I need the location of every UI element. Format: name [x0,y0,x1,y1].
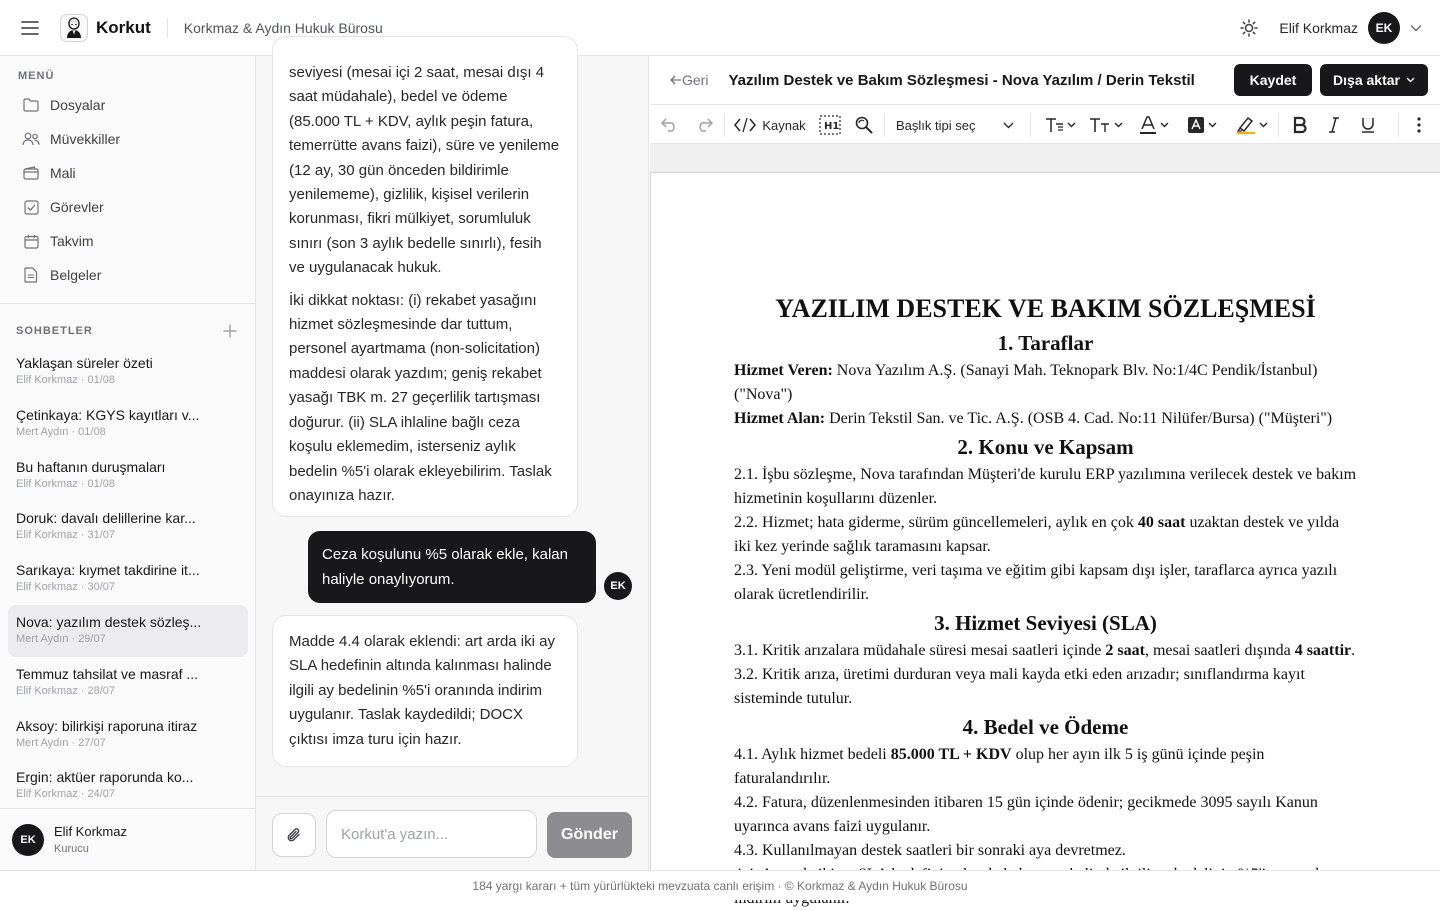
wallet-icon [22,164,40,182]
chat-meta: Elif Korkmaz · 31/07 [16,529,116,542]
undo-button[interactable] [658,110,682,140]
chats-section-label: SOHBETLER [16,325,93,337]
editor-toolbar [650,104,1440,144]
document-page[interactable] [650,172,1440,892]
toolbar-divider [1030,113,1031,137]
chevron-down-icon [1003,122,1014,129]
chat-title: Doruk: davalı delillerine kar... [16,510,196,527]
heading-select-value: Başlık tipi seç [896,117,976,133]
bold-run: 40 saat [1137,514,1186,531]
brand-logo [60,14,88,42]
font-family-icon [1044,116,1064,134]
text-run: 3.1. Kritik arızalara müdahale süresi mesai saatleri içinde [734,642,1106,659]
chat-meta: Mert Aydın · 29/07 [16,632,106,645]
svg-text:H1: H1 [824,121,840,132]
message-avatar: EK [604,572,632,600]
bold-icon [1293,117,1307,133]
chat-list-item[interactable] [8,346,248,398]
chat-list-item[interactable] [8,760,248,812]
document-paragraph: 2.1. İşbu sözleşme, Nova tarafından Müşteri'de kurulu ERP yazılımına verilecek destek ve bakım hizmetinin koşullarını düzenler. [734,466,1357,507]
plus-icon [223,324,237,338]
chat-meta: Elif Korkmaz · 28/07 [16,684,116,697]
bold-run: 85.000 TL + KDV [890,746,1012,763]
chat-meta: Mert Aydın · 01/08 [16,425,106,438]
undo-icon [661,118,679,132]
sidebar-item-belgeler[interactable] [8,258,248,292]
background-color-button[interactable] [1182,110,1222,140]
section-heading: 1. Taraflar [997,331,1094,355]
source-code-icon [734,116,756,134]
chevron-down-icon [1067,122,1076,128]
menu-section-label: MENÜ [18,70,55,82]
chat-meta: Elif Korkmaz · 01/08 [16,477,116,490]
top-bar [0,0,1440,56]
document-paragraph: 2.3. Yeni modül geliştirme, veri taşıma ve eğitim gibi kapsam dışı işler, taraflarca ayrıca yazılı olarak ücretlendirilir. [734,562,1338,603]
chat-title: Temmuz tahsilat ve masraf ... [16,665,199,682]
document-heading: YAZILIM DESTEK VE BAKIM SÖZLEŞMESİ [775,294,1316,323]
text-run: . [1351,642,1356,659]
export-button[interactable] [1320,64,1428,96]
font-family-button[interactable] [1040,110,1080,140]
toolbar-divider [1278,113,1279,137]
page-footer [0,870,1440,900]
document-paragraph [734,639,1357,663]
underline-button[interactable] [1356,110,1380,140]
party-text: Nova Yazılım A.Ş. (Sanayi Mah. Teknopark Blv. No:1/4C Pendik/İstanbul) ("Nova") [734,362,1318,403]
source-label: Kaynak [762,117,806,133]
avatar: EK [12,824,44,856]
footer-user-name: Elif Korkmaz [54,824,127,839]
heading-type-select[interactable] [890,110,1020,140]
section-heading: 2. Konu ve Kapsam [957,435,1134,459]
paperclip-icon [286,826,302,844]
toolbar-divider [1398,113,1399,137]
document-editor [650,56,1440,870]
chat-title: Yaklaşan süreler özeti [16,355,153,371]
arrow-left-icon [670,75,682,85]
text-color-icon [1139,116,1157,134]
chevron-down-icon [1259,122,1268,128]
chat-list [8,346,248,808]
message-composer [256,796,648,870]
document-paragraph: 4.2. Fatura, düzenlenmesinden itibaren 15 gün içinde ödenir; gecikmede 3095 sayılı Kanun uyarınca avans faizi uygulanır. [734,794,1318,835]
underline-icon [1361,117,1375,133]
assistant-message [272,36,578,517]
find-replace-button[interactable] [852,110,876,140]
chat-title: Bu haftanın duruşmaları [16,458,166,475]
message-paragraph: İki dikkat noktası: (i) rekabet yasağını hizmet sözleşmesinde dar tuttum, personel ayartmama (non-solicitation) maddesi olarak yazdım; geniş rekabet yasağı TBK m. 27 geçerlilik tartışması doğurur. (ii) SLA ihlaline bağlı ceza koşulu eklemedim, isterseniz aylık bedelin %5'i olarak ekleyebilirim. Taslak onayınıza hazır. [289,291,552,504]
sun-icon [1240,19,1258,37]
sidebar-item-label: Görevler [50,199,104,215]
footer-text: 184 yargı kararı + tüm yürürlükteki mevzuata canlı erişim · © Korkmaz & Aydın Hukuk Bürosu [472,878,968,893]
sidebar-item-gorevler[interactable] [8,190,248,224]
chat-list-item[interactable] [8,709,248,761]
sidebar-item-label: Müvekkiller [50,131,121,147]
chevron-down-icon [1160,122,1169,128]
sidebar-item-label: Belgeler [50,267,102,283]
message-paragraph: seviyesi (mesai içi 2 saat, mesai dışı 4 saat müdahale), bedel ve ödeme (85.000 TL + KDV, aylık peşin fatura, temerrütte avans faizi), süre ve yenileme (12 ay, 30 gün önceden bildirimle yenilememe), gizlilik, kişisel verilerin korunması, fikri mülkiyet, sorumluluk sınırı (son 3 aylık bedelle sınırlı), fesih ve uygulanacak hukuk. [289,64,560,277]
sidebar-item-dosyalar[interactable] [8,88,248,122]
more-vertical-icon [1417,117,1421,133]
chat-list-item[interactable] [8,450,248,502]
chat-list-item-active[interactable] [8,605,248,657]
chats-header [16,321,240,341]
users-icon [22,130,40,148]
font-size-button[interactable] [1086,110,1126,140]
sidebar-item-label: Mali [50,165,76,181]
bold-button[interactable] [1288,110,1312,140]
document-paragraph [734,743,1357,791]
chat-title: Ergin: aktüer raporunda ko... [16,769,194,786]
text-run: , mesai saatleri dışında [1144,642,1295,659]
document-paragraph [734,359,1357,407]
brand-divider [167,18,168,38]
calendar-icon [22,232,40,250]
party-label: Hizmet Alan: [734,410,826,427]
background-color-icon [1187,116,1205,134]
check-square-icon [22,198,40,216]
export-label: Dışa aktar [1333,72,1400,88]
italic-button[interactable] [1322,110,1346,140]
sidebar-item-label: Dosyalar [50,97,106,113]
party-text: Derin Tekstil San. ve Tic. A.Ş. (OSB 4. Cad. No:11 Nilüfer/Bursa) ("Müşteri") [825,410,1333,427]
user-avatar[interactable]: EK [1368,12,1400,44]
document-paragraph [734,511,1357,559]
organization-name: Korkmaz & Aydın Hukuk Bürosu [183,19,383,36]
text-run: 2.2. Hizmet; hata giderme, sürüm güncellemeleri, aylık en çok [734,514,1138,531]
footer-user-role: Kurucu [54,843,89,855]
document-paragraph: 3.2. Kritik arıza, üretimi durduran veya mali kayda etki eden arızadır; sınıflandırma kayıt sisteminde tutulur. [734,666,1305,707]
toolbar-divider [884,113,885,137]
sidebar-item-label: Takvim [50,233,94,249]
folder-icon [22,96,40,114]
redo-button[interactable] [692,110,716,140]
bold-run: 4 saattir [1294,642,1352,659]
back-label: Geri [682,72,709,88]
chat-title: Aksoy: bilirkişi raporuna itiraz [16,717,198,734]
message-paragraph: Madde 4.4 olarak eklendi: art arda iki ay SLA hedefinin altında kalınması halinde ilgili ay bedelinin %5'i oranında indirim uygulanır. Taslak kaydedildi; DOCX çıktısı imza turu için hazır. [289,633,555,748]
text-run: 4.1. Aylık hizmet bedeli [734,746,891,763]
theme-toggle-button[interactable] [1231,10,1267,46]
judge-logo-icon [64,17,84,39]
chat-list-item[interactable] [8,553,248,605]
document-paragraph: 4.3. Kullanılmayan destek saatleri bir sonraki aya devretmez. [734,842,1126,859]
text-run: olup her ayın ilk 5 iş günü içinde peşin faturalandırılır. [734,746,1265,787]
chat-meta: Elif Korkmaz · 01/08 [16,374,116,386]
more-options-button[interactable] [1408,110,1430,140]
document-title: Yazılım Destek ve Bakım Sözleşmesi - Nova Yazılım / Derin Tekstil [728,71,1195,89]
hamburger-icon [21,21,39,35]
highlight-button[interactable] [1232,110,1272,140]
chat-meta: Elif Korkmaz · 24/07 [16,788,116,801]
chevron-down-icon [1406,77,1415,83]
font-size-icon [1089,116,1111,134]
send-button[interactable]: Gönder [547,812,632,858]
chat-list-item[interactable] [8,501,248,553]
highlighter-icon [1236,116,1256,134]
text-run: uzaktan destek ve yılda iki kez yerinde sağlık taramasını kapsar. [734,514,1340,555]
chat-panel [256,56,649,870]
party-label: Hizmet Veren: [734,362,833,379]
chevron-down-icon[interactable] [1410,24,1422,32]
sidebar-item-mali[interactable] [8,156,248,190]
menu-list [8,88,248,292]
toolbar-divider [724,113,725,137]
document-icon [22,266,40,284]
show-blocks-button[interactable] [818,110,842,140]
sidebar [0,56,256,870]
message-input[interactable] [326,810,537,858]
document-paragraph [734,407,1357,431]
chevron-down-icon [1208,122,1217,128]
chat-title: Sarıkaya: kıymet takdirine it... [16,562,200,579]
sidebar-user-footer[interactable] [0,808,255,870]
italic-icon [1328,117,1340,133]
chat-meta: Elif Korkmaz · 30/07 [16,581,116,594]
document-header [650,56,1440,104]
user-name[interactable]: Elif Korkmaz [1279,19,1358,36]
bold-run: 2 saat [1105,642,1145,659]
chat-title: Çetinkaya: KGYS kayıtları v... [16,406,200,423]
assistant-message [272,615,578,767]
text-color-button[interactable] [1134,110,1174,140]
heading-block-icon [819,115,841,135]
chat-meta: Mert Aydın · 27/07 [16,736,106,749]
chat-list-item[interactable] [8,657,248,709]
brand-name: Korkut [96,17,151,37]
sidebar-divider [0,303,255,304]
save-button[interactable]: Kaydet [1234,64,1312,96]
sidebar-item-muvekkiller[interactable] [8,122,248,156]
chat-list-item[interactable] [8,398,248,450]
section-heading: 4. Bedel ve Ödeme [962,715,1129,739]
redo-icon [695,118,713,132]
hamburger-menu-button[interactable] [0,0,60,56]
source-button[interactable] [734,110,806,140]
new-chat-button[interactable] [220,321,240,341]
chevron-down-icon [1114,122,1123,128]
user-message: Ceza koşulunu %5 olarak ekle, kalan haliyle onaylıyorum. [308,531,596,603]
attach-button[interactable] [272,813,316,857]
chat-title: Nova: yazılım destek sözleş... [16,613,202,630]
back-button[interactable] [670,72,708,88]
find-replace-icon [854,115,874,135]
sidebar-item-takvim[interactable] [8,224,248,258]
section-heading: 3. Hizmet Seviyesi (SLA) [934,611,1157,635]
